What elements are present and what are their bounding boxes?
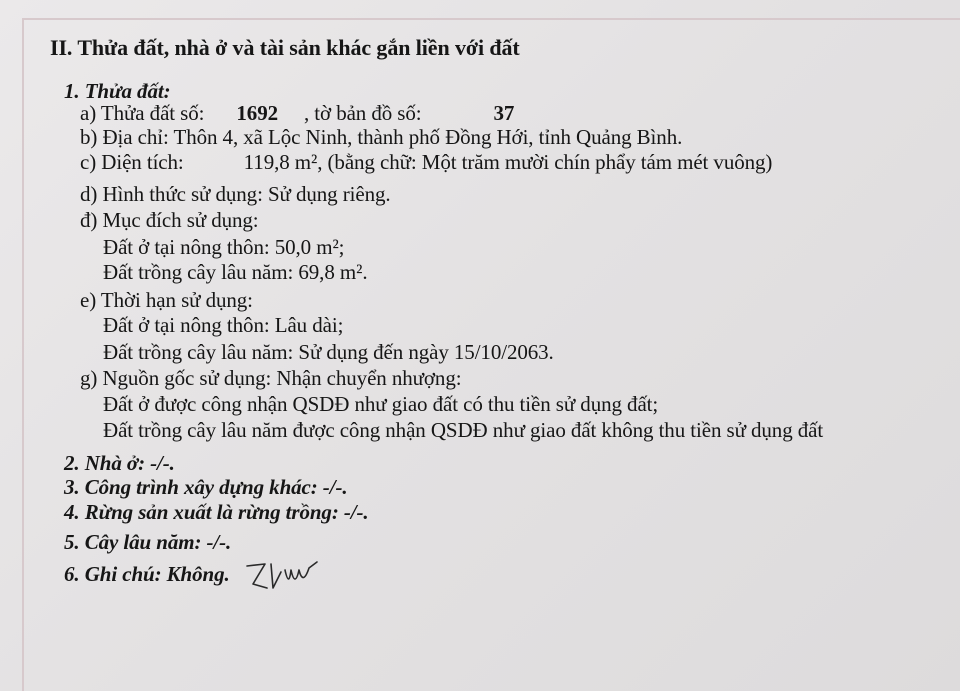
section-title: II. Thửa đất, nhà ở và tài sản khác gắn liền với đất bbox=[50, 35, 520, 60]
map-number: 37 bbox=[493, 101, 515, 125]
forest-line: 4. Rừng sản xuất là rừng trồng: -/-. bbox=[64, 500, 369, 524]
purpose-item-1: Đất ở tại nông thôn: 50,0 m²; bbox=[103, 235, 345, 259]
map-label: , tờ bản đồ số: bbox=[304, 101, 422, 125]
purpose-item-2: Đất trồng cây lâu năm: 69,8 m². bbox=[103, 260, 368, 284]
area-label: c) Diện tích: bbox=[80, 150, 184, 174]
origin-item-1: Đất ở được công nhận QSDĐ như giao đất có thu tiền sử dụng đất; bbox=[103, 392, 659, 416]
term-item-1: Đất ở tại nông thôn: Lâu dài; bbox=[103, 313, 344, 337]
handwritten-initials-signature bbox=[245, 558, 325, 594]
origin-item-2: Đất trồng cây lâu năm được công nhận QSDĐ như giao đất không thu tiền sử dụng đất bbox=[103, 418, 824, 442]
parcel-number: 1692 bbox=[236, 101, 278, 125]
origin-heading: g) Nguồn gốc sử dụng: Nhận chuyển nhượng: bbox=[80, 366, 462, 390]
usage-form-line: d) Hình thức sử dụng: Sử dụng riêng. bbox=[80, 182, 391, 206]
note-line: 6. Ghi chú: Không. bbox=[64, 562, 230, 586]
other-construction-line: 3. Công trình xây dựng khác: -/-. bbox=[64, 475, 348, 499]
perennial-line: 5. Cây lâu năm: -/-. bbox=[64, 530, 232, 554]
land-heading: 1. Thửa đất: bbox=[64, 79, 171, 103]
area-line bbox=[80, 150, 772, 174]
term-heading: e) Thời hạn sử dụng: bbox=[80, 288, 253, 312]
purpose-heading: đ) Mục đích sử dụng: bbox=[80, 208, 259, 232]
address-line: b) Địa chỉ: Thôn 4, xã Lộc Ninh, thành phố Đồng Hới, tỉnh Quảng Bình. bbox=[80, 125, 683, 149]
parcel-line bbox=[80, 101, 514, 125]
term-item-2: Đất trồng cây lâu năm: Sử dụng đến ngày 15/10/2063. bbox=[103, 340, 554, 364]
house-line: 2. Nhà ở: -/-. bbox=[64, 451, 175, 475]
parcel-label: a) Thửa đất số: bbox=[80, 101, 205, 125]
area-value: 119,8 m², (bằng chữ: Một trăm mười chín phẩy tám mét vuông) bbox=[243, 150, 773, 174]
